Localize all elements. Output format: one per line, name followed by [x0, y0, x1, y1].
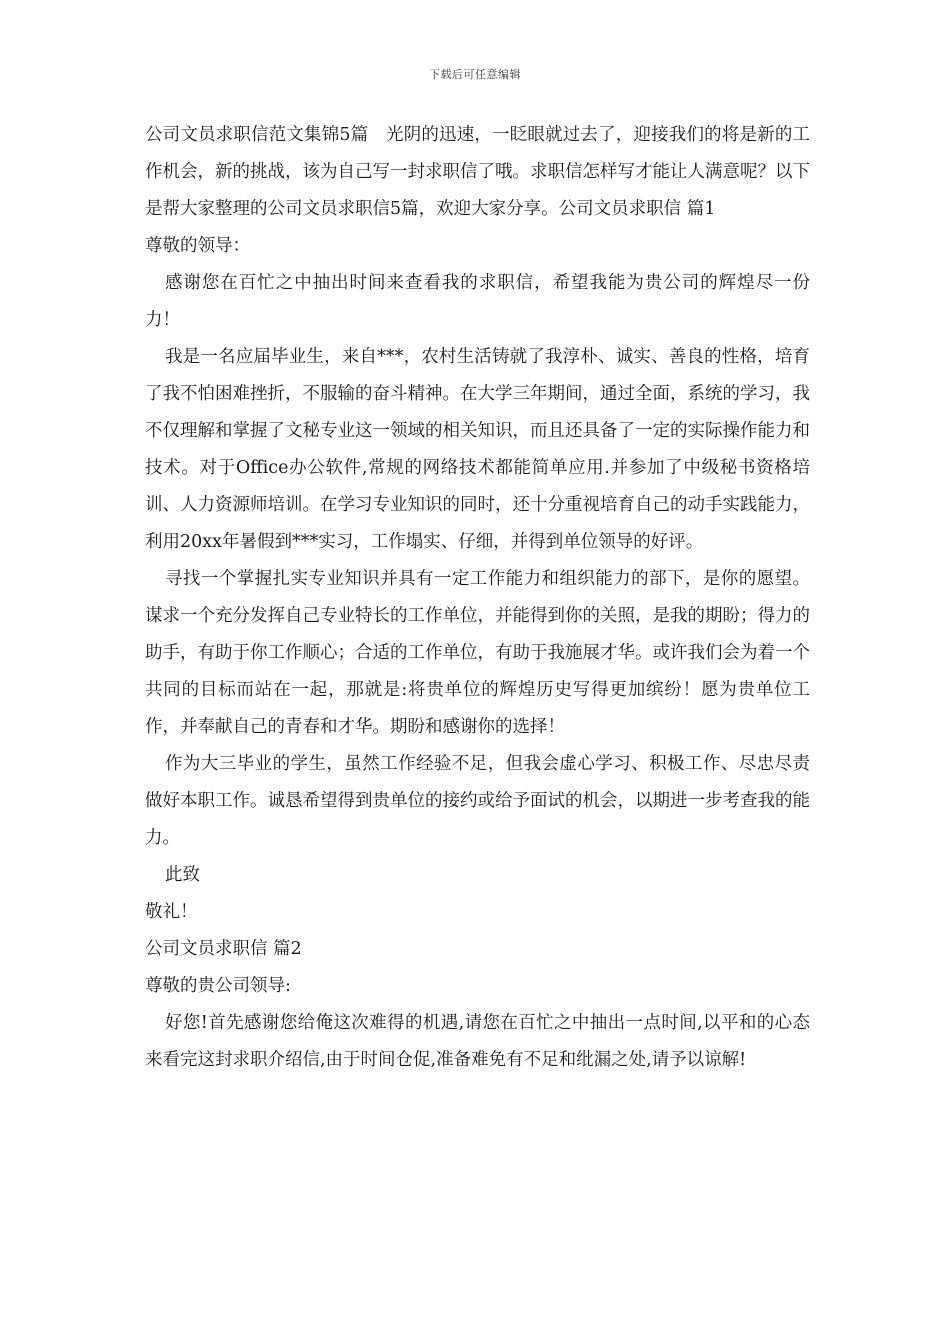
paragraph-commitment: 作为大三毕业的学生，虽然工作经验不足，但我会虚心学习、积极工作、尽忠尽责做好本职工作。诚恳希望得到贵单位的接约或给予面试的机会，以期进一步考查我的能力。 [145, 754, 810, 848]
paragraph-closing: 此致 [165, 865, 200, 885]
paragraph-salutation-1: 尊敬的领导： [145, 236, 250, 256]
paragraph-thanks: 感谢您在百忙之中抽出时间来查看我的求职信，希望我能为贵公司的辉煌尽一份力！ [145, 273, 810, 330]
page-header: 下载后可任意编辑 [429, 68, 521, 81]
paragraph-background: 我是一名应届毕业生，来自***，农村生活铸就了我淳朴、诚实、善良的性格，培育了我不怕困难挫折，不服输的奋斗精神。在大学三年期间，通过全面，系统的学习，我不仅理解和掌握了文秘专业这一领域的相关知识，而且还具备了一定的实际操作能力和技术。对于Office办公软件,常规的网络技术都能简单应用.并参加了中级秘书资格培训、人力资源师培训。在学习专业知识的同时，还十分重视培育自己的动手实践能力，利用20xx年暑假到***实习，工作塌实、仔细，并得到单位领导的好评。 [145, 347, 810, 552]
document-body [145, 117, 810, 1079]
section-heading-2: 公司文员求职信 篇2 [145, 939, 302, 959]
paragraph-regards: 敬礼！ [145, 902, 198, 922]
paragraph-intro: 公司文员求职信范文集锦5篇 光阴的迅速，一眨眼就过去了，迎接我们的将是新的工作机会，新的挑战，该为自己写一封求职信了哦。求职信怎样写才能让人满意呢？以下是帮大家整理的公司文员求职信5篇，欢迎大家分享。公司文员求职信 篇1 [145, 125, 810, 219]
paragraph-salutation-2: 尊敬的贵公司领导: [145, 976, 291, 996]
paragraph-greeting-2: 好您!首先感谢您给俺这次难得的机遇,请您在百忙之中抽出一点时间,以平和的心态来看完这封求职介绍信,由于时间仓促,准备难免有不足和纰漏之处,请予以谅解! [145, 1013, 810, 1070]
paragraph-aspiration: 寻找一个掌握扎实专业知识并具有一定工作能力和组织能力的部下，是你的愿望。谋求一个充分发挥自己专业特长的工作单位，并能得到你的关照，是我的期盼；得力的助手，有助于你工作顺心；合适的工作单位，有助于我施展才华。或许我们会为着一个共同的目标而站在一起，那就是:将贵单位的辉煌历史写得更加缤纷！愿为贵单位工作，并奉献自己的青春和才华。期盼和感谢你的选择！ [145, 569, 810, 737]
